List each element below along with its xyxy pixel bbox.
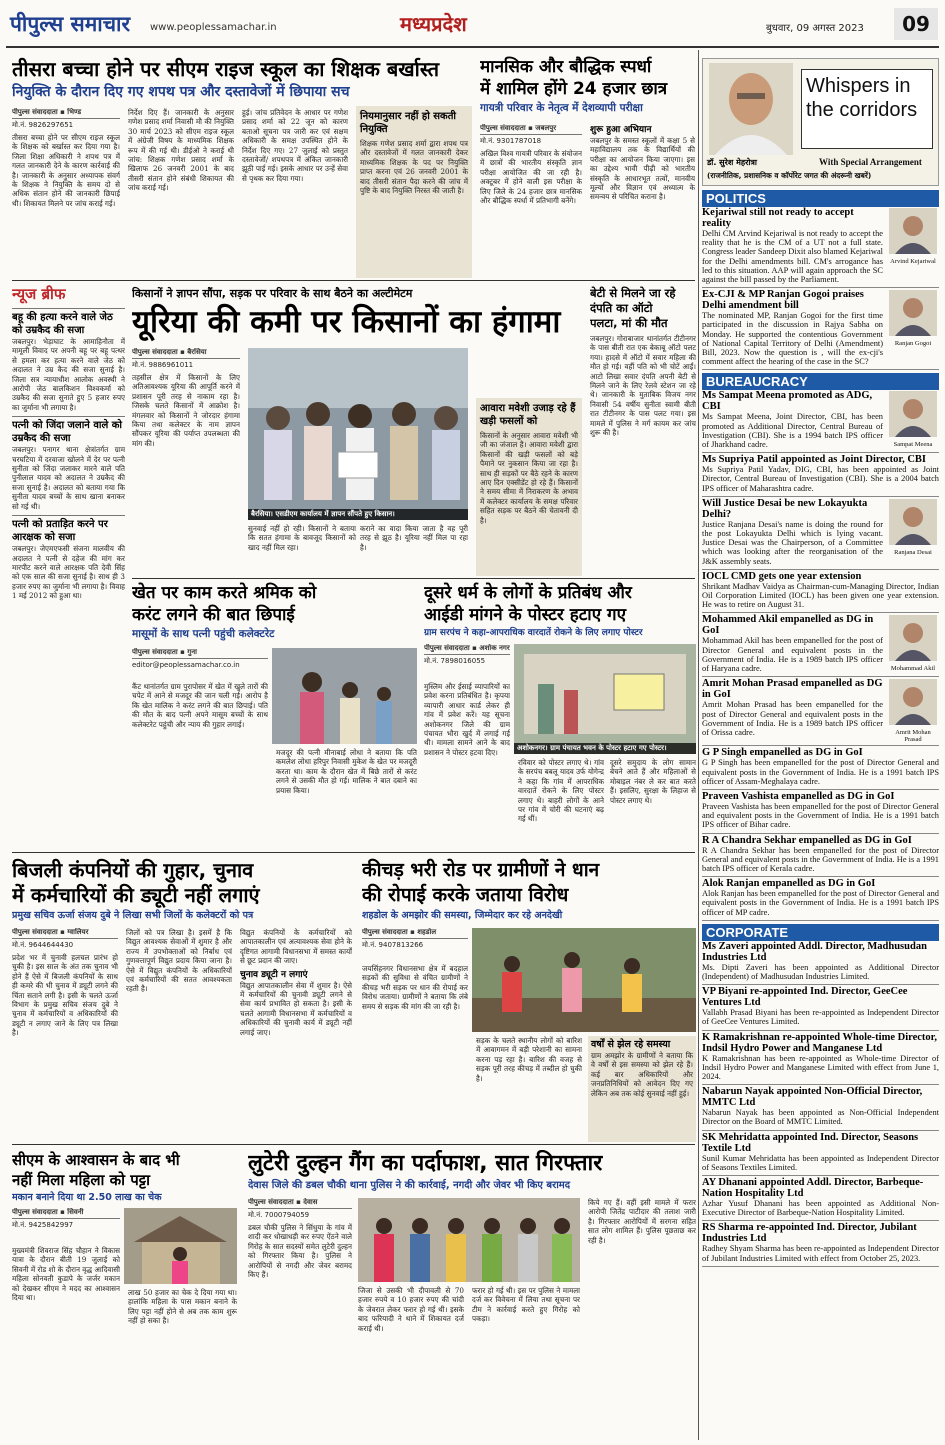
photo-caption: बैरसिया। एसडीएम कार्यालय में ज्ञापन सौंपते हुए किसान। [248, 509, 468, 520]
subheadline: गायत्री परिवार के नेतृत्व में देशव्यापी परीक्षा [480, 102, 643, 114]
corporate-body: K Ramakrishnan has been re-appointed as Whole-time Director of Indsil Hydro Power and Manganese Limited with effect from June 1, 2024. [702, 1053, 939, 1081]
brief-body: जबलपुर। पनागर थाना क्षेत्रांतर्गत ग्राम चरघटिया में दरवाजा खोलने में देर पर पत्नी सुनीता को जिंदा जलाकर मारने वाले पति पुनीलाल यादव को अदालत ने उम्रकैद की सजा सुनाई है। अदालत को बताया गया कि सुनीता यादव बच्चों के साथ खाना बनाकर सो गई थी। [12, 445, 125, 511]
bureaucracy-headline: Ms Sampat Meena promoted as ADG, CBI [702, 390, 873, 413]
body-col-1: अखिल विश्व गायत्री परिवार के संयोजन में छात्रों की भारतीय संस्कृति ज्ञान परीक्षा आयोजित की जा रही है। अक्टूबर में होने वाली इस परीक्षा के लिए जिले के 24 हजार छात्र मानसिक और बौद्धिक स्पर्धा में प्रतिभागी बनेंगे। [480, 149, 582, 206]
farmers-photo [248, 348, 468, 520]
headline-line-2: करंट लगने की बात छिपाई [132, 605, 295, 625]
bureaucracy-body: Alok Ranjan has been empanelled for the post of Director General and equivalent posts in the Government of India. He is a 1991 batch IPS officer of MP cadre. [702, 889, 939, 917]
item-rule [702, 676, 939, 677]
masthead [0, 0, 945, 46]
info-box-title: आवारा मवेशी उजाड़ रहे हैं खड़ी फसलों को [480, 403, 576, 427]
corporate-headline: K Ramakrishnan re-appointed Whole-time Director, Indsil Hydro Power and Manganese Ltd [702, 1031, 937, 1054]
subheadline: शहडोल के अमझोर की समस्या, जिम्मेदार कर रहे अनदेखी [362, 910, 563, 921]
bureaucracy-body: Shrikant Madhav Vaidya as Chairman-cum-Managing Director, Indian Oil Corporation Limited (IOCL) has been given one year extension. He was to retire on August 31. [702, 581, 939, 610]
subheadline: मासूमों के साथ पत्नी पहुंची कलेक्टरेट [132, 628, 275, 640]
politics-headline: Kejariwal still not ready to accept reality [702, 207, 854, 229]
corporate-item [702, 1086, 939, 1131]
article-electricity-duty [12, 858, 352, 1142]
corporate-item [702, 1032, 939, 1087]
bureaucracy-body: Amrit Mohan Prasad has been empanelled for the post of Director General and equivalent posts in the Government of India. He is a 1989 batch IPS officer of Orissa cadre. [702, 700, 883, 737]
headline-line-2: नहीं मिला महिला को पट्टा [12, 1171, 150, 1189]
corporate-headline: RS Sharma re-appointed Ind. Director, Jubilant Industries Ltd [702, 1222, 917, 1245]
bureaucracy-item [702, 390, 939, 454]
corporate-body: Vallabh Prasad Biyani has been re-appointed as Independent Director of GeeCee Ventures Limited. [702, 1008, 939, 1027]
bureaucracy-headline: Amrit Mohan Prasad empanelled as DG in GoI [702, 678, 883, 701]
brief-headline: पत्नी को जिंदा जलाने वाले को उम्रकैद की सजा [12, 416, 125, 445]
body-col-1: डबल चौकी पुलिस ने सिंधुया के गांव में शादी कर धोखाधड़ी कर रुपए ऐंठने वाले गिरोह के सात सदस्यों समेत लुटेरी दुल्हन को गिरफ्तार किया है। पुलिस ने आरोपियों से नगदी और जेवर बरामद किए हैं। [248, 1223, 352, 1280]
article-bride-gang [248, 1150, 696, 1440]
byline: पीपुल्स संवाददाता ▪ ग्वालियर [12, 928, 118, 939]
byline: पीपुल्स संवाददाता ▪ बैरसिया [132, 348, 240, 359]
right-column-rule [698, 50, 699, 1440]
website: www.peoplessamachar.in [150, 22, 277, 33]
headline-line-2: आईडी मांगने के पोस्टर हटाए गए [424, 605, 627, 625]
article-posters-removed [424, 582, 696, 850]
body-col-3b: विद्युत आपातकालीन सेवा में शुमार है। ऐसे में कर्मचारियों की चुनावी ड्यूटी लगने से सेवा कार्य प्रभावित हो सकता है। इसी के चलते आगामी विधानसभा में कर्मचारियों व अधिकारियों की चुनावी कार्य में ड्यूटी नहीं लगाई जाए। [240, 980, 352, 1037]
body-col-1: कैंट थानांतर्गत ग्राम पुरापोसर में खेत में खुले तारों की चपेट में आने से मजदूर की जान चली गई। आरोप है कि खेत मालिक ने करंट लगने की बात छिपाई। पति की मौत के बाद पत्नी अपने मासूम बच्चों के साथ कलेक्टरेट पहुंची और न्याय की गुहार लगाई। [132, 682, 268, 729]
headline-line-1: बिजली कंपनियों की गुहार, चुनाव [12, 858, 254, 882]
portrait-photo [887, 391, 939, 448]
village-photo [514, 644, 696, 754]
headline-line-2: की रोपाई करके जताया विरोध [362, 884, 569, 906]
bureaucracy-headline: Alok Ranjan empanelled as DG in GoI [702, 878, 876, 890]
news-brief [12, 284, 125, 869]
bureaucracy-headline: Ms Supriya Patil appointed as Joint Director, CBI [702, 454, 927, 466]
body-col-2: रविवार को पोस्टर लगाए थे। गांव के सरपंच बबलू यादव उर्फ योगेन्द्र ने कहा कि गांव में आपराधिक वारदातें रोकने के लिए पोस्टर लगाए थे। बाहरी लोगों के आने पर गांव में चोरी की घटनाएं बढ़ गई थीं। [518, 758, 604, 824]
whispers-title: Whispers in the corridors [801, 69, 933, 149]
house-photo [124, 1208, 237, 1284]
date-line: बुधवार, 09 अगस्त 2023 [766, 23, 864, 34]
body-col-1: तहसील क्षेत्र में किसानों के लिए अतिआवश्यक यूरिया की आपूर्ति करने में प्रशासन पूरी तरह से नाकाम रहा है। जिसके चलते किसानों में आक्रोश है। मंगलवार को किसानों ने जोरदार हंगामा किया तथा कलेक्टर के नाम ज्ञापन सौंपकर यूरिया की पर्याप्त उपलब्धता की मांग की। [132, 373, 240, 448]
headline: यूरिया की कमी पर किसानों का हंगामा [132, 304, 561, 340]
item-rule [702, 369, 939, 370]
paddy-protest-photo [472, 928, 696, 1032]
item-rule [702, 569, 939, 570]
body-col-2: जिलों को पत्र लिखा है। इसमें है कि विद्युत आवश्यक सेवाओं में शुमार है और राज्य में उपभोक्ताओं को निर्बाध एवं गुणवत्तापूर्ण विद्युत प्रदाय किया जाना है। ऐसे में विद्युत कंपनियों के अधिकारियों एवं कर्मचारियों की सतत आवश्यकता रहती है। [126, 928, 232, 994]
item-rule [702, 612, 939, 613]
item-rule [702, 833, 939, 834]
tagline: (राजनीतिक, प्रशासनिक व कॉर्पोरेट जगत की अंदरूनी खबरें) [707, 171, 872, 180]
headline-line-1: खेत पर काम करते श्रमिक को [132, 583, 317, 603]
kicker: किसानों ने ज्ञापन सौंपा, सड़क पर परिवार के साथ बैठने का अल्टीमेटम [132, 287, 413, 300]
headline-line-2: दंपति का ऑटो [590, 301, 653, 315]
masthead-rule [6, 46, 939, 48]
subheadline: ग्राम सरपंच ने कहा-आपराधिक वारदातें रोकने के लिए लगाए पोस्टर [424, 628, 643, 638]
item-rule [702, 789, 939, 790]
email: editor@peoplessamachar.co.in [132, 661, 240, 669]
divider-a3 [132, 578, 695, 579]
byline: पीपुल्स संवाददाता ▪ शहडोल [362, 928, 468, 939]
byline: पीपुल्स संवाददाता ▪ जबलपुर [480, 124, 582, 135]
brief-headline: बहू की हत्या करने वाले जेठ को उम्रकैद की सजा [12, 308, 125, 337]
section-subhead: शुरू हुआ अभियान [590, 125, 652, 135]
corporate-item [702, 941, 939, 986]
bureaucracy-body: Praveen Vashista has been empanelled for the post of Director General and equivalent posts in the Government of India. He is a 1991 batch IPS officer of Bihar cadre. [702, 801, 939, 830]
body-col-2: सड़क के चलते स्थानीय लोगों को बारिश में आवागमन में बड़ी परेशानी का सामना करना पड़ रहा है। बारिश की वजह से सड़क पूरी तरह कीचड़ में तब्दील हो चुकी है। [476, 1036, 582, 1083]
columnist-photo [709, 63, 793, 155]
body-col-4: किये गए हैं। वहीं इसी मामले में फरार आरोपी जितेंद्र पाटीदार की तलाश जारी है। गिरफ्तार आरोपियों में सरगना सहित सात लोग शामिल हैं। पुलिस पूछताछ कर रही है। [588, 1198, 696, 1245]
corporate-item [702, 1222, 939, 1267]
headline-line-1: सीएम के आश्वासन के बाद भी [12, 1151, 180, 1169]
article-cm-assurance [12, 1150, 237, 1440]
corporate-header: CORPORATE [702, 924, 939, 941]
body-col-1: प्रदेश भर में चुनावी हलचल प्रारंभ हो चुकी है। इस साल के अंत तक चुनाव भी होने हैं ऐसे में बिजली कंपनियों के साथ ही कमरे की भी चुनाव में ड्यूटी लगने की चिंता सताने लगी है। इसी के चलते ऊर्जा विभाग के प्रमुख सचिव संजय दुबे ने चुनाव में कर्मचारियों व अधिकारियों की ड्यूटी न लगाए जाने के लिए पत्र लिखा है। [12, 953, 118, 1038]
portrait-caption: Ranjana Desai [894, 548, 932, 556]
item-rule [702, 1084, 939, 1085]
page-number: 09 [894, 8, 938, 40]
item-rule [702, 984, 939, 985]
mobile-number: मो.नं. 9826297651 [12, 121, 74, 129]
item-rule [702, 1175, 939, 1176]
info-box [356, 106, 472, 278]
bureaucracy-body: Ms Supriya Patil Yadav, DIG, CBI, has been appointed as Joint Director, Central Bureau of Investigation (CBI). She is a 2004 batch IPS officer of Maharashtra cadre. [702, 465, 939, 493]
article-muddy-road [362, 858, 696, 1142]
section-title: मध्यप्रदेश [400, 12, 467, 36]
body-col-1: मुख्यमंत्री शिवराज सिंह चौहान ने विकास यात्रा के दौरान बीती 19 जुलाई को सिवनी में रोड शो के दौरान वृद्ध आदिवासी महिला सोनवती कुडापे के जर्जर मकान को देखकर सीएम ने मदद का आश्वासन दिया था। [12, 1246, 120, 1303]
bureaucracy-item [702, 791, 939, 835]
info-box [588, 1036, 696, 1142]
politics-header: POLITICS [702, 190, 939, 207]
info-box-title: नियमानुसार नहीं हो सकती नियुक्ति [360, 111, 457, 135]
bureaucracy-body: Mohammad Akil has been empanelled for the post of Director General and equivalent posts in the Government of India. He is a 1989 batch IPS officer of Haryana cadre. [702, 636, 883, 674]
item-rule [702, 452, 939, 453]
bureaucracy-headline: Praveen Vashista empanelled as DG in GoI [702, 790, 895, 802]
arrested-gang-photo [358, 1198, 580, 1282]
mobile-number: मो.नं. 7898016055 [424, 657, 486, 665]
item-rule [702, 1266, 939, 1267]
body: जबलपुर। गोराबाजार थानांतर्गत टीटीनगर के पास बीती रात एक बेकाबू ऑटो पलट गया। हादसे में ऑटो में सवार महिला की मौत हो गई। वहीं पति को भी चोटें आईं। आटो लिखा सवार दंपति अपनी बेटी से मिलने जाने के लिए रेलवे स्टेशन जा रहे थे। जानकारी के मुताबिक विजय नगर निवासी 54 वर्षीय सुनीता स्वामी बीती रात टीटीनगर के पास पलट गया। इस मामले में पुलिस ने मर्ग कायम कर जांच शुरू की है। [590, 334, 696, 438]
item-rule [702, 920, 939, 921]
mobile-number: मो.नं. 9407813266 [362, 941, 424, 949]
bureaucracy-item [702, 878, 939, 922]
brief-title: न्यूज ब्रीफ [12, 285, 66, 303]
item-rule [702, 287, 939, 288]
bureaucracy-header: BUREAUCRACY [702, 373, 939, 390]
portrait-photo [887, 290, 939, 347]
article-auto-accident [590, 286, 696, 576]
headline-line-3: पलटा, मां की मौत [590, 316, 668, 330]
mobile-number: मो.नं. 9425842997 [12, 1221, 74, 1229]
divider-a1 [12, 280, 695, 281]
corporate-headline: AY Dhanani appointed Addl. Director, Barbeque-Nation Hospitality Ltd [702, 1176, 924, 1199]
divider-a5 [12, 852, 695, 853]
headline: लुटेरी दुल्हन गैंग का पर्दाफाश, सात गिरफ्तार [248, 1151, 603, 1176]
corporate-headline: SK Mehridatta appointed Ind. Director, Seasons Textile Ltd [702, 1131, 919, 1154]
politics-headline: Ex-CJI & MP Ranjan Gogoi praises Delhi amendment bill [702, 289, 864, 312]
politics-item [702, 289, 939, 371]
bureaucracy-item [702, 498, 939, 571]
body-col-1: जयसिंहनगर विधानसभा क्षेत्र में बदहाल सड़कों की सुविधा से वंचित ग्रामीणों ने कीचड़ भरी सड़क पर धान की रोपाई कर विरोध जताया। ग्रामीणों ने बताया कि लंबे समय से सड़क की मांग की जा रही है। [362, 964, 468, 1011]
politics-body: The nominated MP, Ranjan Gogoi for the first time participated in the discussion in Rajya Sabha on Monday. He supported the contentious Government of National Capital Territory of Delhi (Amendment) Bill, 2023. Now the question is , will the ex-cji's comment affect the hearing of the case in the SC? [702, 311, 883, 367]
brief-body: जबलपुर। जेएमएफसी संजना मालवीय की अदालत ने पत्नी से दहेज की मांग कर मारपीट करने वाले आरक्षक पति देवी सिंह को एक साल की सजा सुनाई है। साथ ही 3 हजार रुपए का जुर्माना भी लगाया है। विवाह 1 मई 2012 को हुआ था। [12, 544, 125, 601]
bureaucracy-body: G P Singh has been empanelled for the post of Director General and equivalent posts in the Government of India. He is a 1991 batch IPS officer of Assam-Meghalaya cadre. [702, 758, 939, 786]
article-labourer-current [132, 582, 417, 850]
body-col-2: जिजा से उसकी भी दीपावली से 70 हजार रुपये व 10 हजार रुपए की चांदी के जेवरात लेकर फरार हो गई थी। इसके बाद फरियादी ने थाने में शिकायत दर्ज कराई थी। [358, 1286, 464, 1333]
subheadline: देवास जिले की डबल चौकी थाना पुलिस ने की कार्रवाई, नगदी और जेवर भी किए बरामद [248, 1180, 571, 1191]
family-photo [272, 648, 417, 744]
mobile-number: मो.नं. 7000794059 [248, 1211, 310, 1219]
body-col-3: कराने का वादा किया जाता है वह पूरी तरह से झूठ है। यूरिया नहीं मिल पा रहा है। [360, 524, 468, 552]
portrait-caption: Arvind Kejariwal [890, 258, 936, 265]
headline-line-1: मानसिक और बौद्धिक स्पर्धा [480, 57, 652, 77]
corporate-item [702, 1177, 939, 1222]
whispers-header [702, 58, 939, 186]
columnist-name: डॉ. सुरेश मेहरोत्रा [707, 158, 757, 167]
subheadline: मकान बनाने दिया था 2.50 लाख का चेक [12, 1192, 162, 1203]
headline: तीसरा बच्चा होने पर सीएम राइज स्कूल का शिक्षक बर्खास्त [12, 57, 440, 81]
brief-headline: पत्नी को प्रताड़ित करने पर आरक्षक को सजा [12, 515, 125, 544]
bureaucracy-body: R A Chandra Sekhar has been empanelled for the post of Director General and equivalent posts in the Government of India. He is a 1991 batch IPS officer of Kerala cadre. [702, 845, 939, 873]
section-subhead: चुनाव ड्यूटी न लगाएं [240, 969, 308, 980]
item-rule [702, 1030, 939, 1031]
right-column [702, 190, 939, 1440]
masthead-logo: पीपुल्स समाचार [10, 12, 131, 36]
info-box [476, 398, 582, 576]
portrait-photo [887, 615, 939, 672]
info-box-text: शिक्षक गणेश प्रसाद शर्मा द्वारा शपथ पत्र और दस्तावेजों में गलत जानकारी देकर माध्यमिक शिक्षक के पद पर नियुक्ति प्राप्त करना एवं 26 जनवरी 2001 के बाद तीसरी संतान पैदा करने की जांच में पुष्टि के बाद नियुक्ति निरस्त की जाती है। [360, 139, 468, 196]
headline-line-1: बेटी से मिलने जा रहे [590, 286, 676, 300]
bureaucracy-body: Justice Ranjana Desai's name is doing the round for the post Lokayukta Delhi which is lying vacant. Justice Desai was the Chairperson, of a Committee which was looking after the reorganisation of the J&K assembly seats. [702, 519, 883, 566]
body-col-2: निर्देश दिए हैं। जानकारी के अनुसार गणेश प्रसाद शर्मा निवासी मौ की नियुक्ति 30 मार्च 2023 को सीएम राइज स्कूल में अंग्रेजी विषय के माध्यमिक शिक्षक रूप में की गई थी। डीईओ ने कराई थी जांच: शिक्षक गणेश प्रसाद शर्मा के खिलाफ 26 जनवरी 2001 के बाद तीसरी संतान होने संबंधी शिकायत की जांच कराई गई। [128, 108, 234, 193]
portrait-photo [887, 208, 939, 265]
portrait-caption: Ranjan Gogoi [894, 340, 932, 348]
info-box-text: ग्राम अमझोर के ग्रामीणों ने बताया कि वे वर्षों से इस समस्या को झेल रहे हैं। कई बार अधिकारियों और जनप्रतिनिधियों को आवेदन दिए गए लेकिन अब तक कोई सुनवाई नहीं हुई। [591, 1051, 693, 1098]
bureaucracy-item [702, 747, 939, 791]
bureaucracy-item [702, 571, 939, 615]
headline-line-1: दूसरे धर्म के लोगों के प्रतिबंध और [424, 583, 632, 603]
byline: पीपुल्स संवाददाता ▪ भिण्ड [12, 108, 120, 119]
bureaucracy-headline: Mohammed Akil empanelled as DG in GoI [702, 614, 874, 637]
bureaucracy-body: Ms Sampat Meena, Joint Director, CBI, has been promoted as Additional Director, Central Bureau of Investigation (CBI). She is a 1994 batch IPS officer of Jharkhand cadre. [702, 412, 883, 450]
byline: पीपुल्स संवाददाता ▪ गुना [132, 648, 268, 659]
politics-item [702, 207, 939, 289]
item-rule [702, 496, 939, 497]
item-rule [702, 1220, 939, 1221]
divider-a7 [12, 1144, 695, 1145]
corporate-body: Ms. Dipti Zaveri has been appointed as Additional Director (Independent) of Madhusudan Industries Limited. [702, 962, 939, 981]
subheadline: प्रमुख सचिव ऊर्जा संजय दुबे ने लिखा सभी जिलों के कलेक्टरों को पत्र [12, 910, 254, 921]
body-col-3: फरार हो गई थी। इस पर पुलिस ने मामला दर्ज कर विवेचना में लिया तथा सूचना पर टीम ने कार्रवाई करते हुए गिरोह को पकड़ा। [472, 1286, 580, 1324]
photo-caption: अशोकनगर। ग्राम पंचायत भवन के पोस्टर हटाए गए पोस्टर। [514, 743, 696, 754]
arrangement: With Special Arrangement [819, 157, 922, 167]
body-col-3: दूसरे समुदाय के लोग सामान बेचने आते हैं और महिलाओं से मोबाइल नंबर ले कर बात करते हैं। इसलिए, सुरक्षा के लिहाज से पोस्टर लगाए थे। [610, 758, 696, 805]
body-col-2: लाख 50 हजार का चेक दे दिया गया था। हालांकि महिला के पास मकान बनाने के लिए पट्टा नहीं होने से अब तक काम शुरू नहीं हो सका है। [128, 1288, 237, 1326]
bureaucracy-item [702, 835, 939, 879]
byline: पीपुल्स संवाददाता ▪ सिवनी [12, 1208, 120, 1219]
headline-line-1: कीचड़ भरी रोड पर ग्रामीणों ने धान [362, 859, 600, 881]
bureaucracy-item [702, 678, 939, 747]
corporate-item [702, 986, 939, 1031]
mobile-number: मो.नं. 9644644430 [12, 941, 74, 949]
corporate-headline: Ms Zaveri appointed Addl. Director, Madhusudan Industries Ltd [702, 940, 927, 963]
item-rule [702, 1130, 939, 1131]
subheadline: नियुक्ति के दौरान दिए गए शपथ पत्र और दस्तावेजों में छिपाया सच [12, 84, 350, 100]
corporate-item [702, 1132, 939, 1177]
body-col-2: मजदूर की पत्नी मीनाबाई लोधा ने बताया कि पति कमलेश लोधा हरिपुर निवासी मुकेश के खेत पर मजदूरी करता था। काम के दौरान खेत में बिछे तारों से करंट लगने से उसकी मौत हो गई। मालिक ने बात दबाने का प्रयास किया। [276, 748, 417, 795]
politics-body: Delhi CM Arvind Kejariwal is not ready to accept the reality that he is the CM of a UT not a full state. Congress leader Sandeep Dixit also blamed Kejariwal for the Delhi amendments bill. CM's arrogance has led to this situation. AAP will again approach the SC against the bill passed by the Parliament. [702, 229, 883, 285]
corporate-body: Radhey Shyam Sharma has been re-appointed as Independent Director of Jubilant Industries Limited with effect from October 25, 2023. [702, 1244, 939, 1263]
mobile-number: मो.नं. 9886961011 [132, 361, 194, 369]
portrait-photo [887, 499, 939, 556]
bureaucracy-headline: Will Justice Desai be new Lokayukta Delhi? [702, 497, 868, 520]
body-col-3: हुई। जांच प्रतिवेदन के आधार पर गणेश प्रसाद शर्मा को 22 जून को कारण बताओ सूचना पत्र जारी कर एवं सक्षम अधिकारी के समक्ष उपस्थित होने के निर्देश दिए गए। 27 जुलाई को प्रस्तुत दस्तावेजों/ शपथपत्र में अंकित जानकारी झूठी पाई गई। इसके आधार पर उन्हें सेवा से पृथक कर दिया गया। [242, 108, 348, 183]
item-rule [702, 745, 939, 746]
brief-body: जबलपुर। भेड़ाघाट के आमाहिनौता में मामूली विवाद पर अपनी बहू पर बहू पत्थर से हमला कर हत्या करने वाले जेठ को अदालत ने उम्र कैद की सजा सुनाई है। जिला सत्र न्यायाधीश आलोक अवस्थी ने आरोपी जेठ बालकिशन विश्वकर्मा को उम्रकैद की सजा सुनाते हुए 5 हजार रुपए का जुर्माना भी लगाया है। [12, 337, 125, 412]
corporate-body: Nabarun Nayak has been appointed as Non-Official Independent Director on the Board of MMTC Limited. [702, 1108, 939, 1127]
bureaucracy-item [702, 454, 939, 498]
article-gayatri-exam [480, 56, 695, 278]
info-box-text: किसानों के अनुसार आवारा मवेशी भी जी का जंजाल है। आवारा मवेशी द्वारा किसानों की खड़ी फसलों को बड़े पैमाने पर नुकसान किया जा रहा है। साथ ही सड़कों पर बैठे रहने के कारण आए दिन एक्सीडेंट हो रहे हैं। किसानों ने समय सीमा में निराकरण के अभाव में कलेक्टर कार्यालय के समक्ष परिवार सहित सड़क पर बैठने की चेतावनी दी है। [480, 431, 578, 525]
corporate-headline: Nabarun Nayak appointed Non-Official Director, MMTC Ltd [702, 1086, 923, 1109]
portrait-caption: Sampat Meena [893, 441, 933, 449]
byline: पीपुल्स संवाददाता ▪ अशोक नगर [424, 644, 510, 655]
bureaucracy-headline: R A Chandra Sekhar empanelled as DG in GoI [702, 834, 912, 846]
byline: पीपुल्स संवाददाता ▪ देवास [248, 1198, 352, 1209]
article-teacher-dismissed [12, 56, 472, 278]
bureaucracy-headline: G P Singh empanelled as DG in GoI [702, 747, 863, 759]
corporate-body: Sunil Kumar Mehridatta has been appointed as Independent Director of Seasons Textiles Limited. [702, 1153, 939, 1172]
article-urea-shortage [132, 286, 582, 576]
mobile-number: मो.नं. 9301787018 [480, 137, 542, 145]
body-col-2: सुनवाई नहीं हो रही। किसानों ने बताया कि सतत हंगामा के बावजूद किसानों को खाद नहीं मिल रहा। [248, 524, 356, 552]
body-col-1: तीसरा बच्चा होने पर सीएम राइज स्कूल के शिक्षक को बर्खास्त कर दिया गया है। जिला शिक्षा अधिकारी ने शपथ पत्र में गलत जानकारी देने के कारण कार्रवाई की है। जानकारी के अनुसार अध्यापक संवर्ग के शिक्षक ने नियुक्ति के समय दो से अधिक संतान होने की जानकारी छिपाई थी। शिकायत मिलने पर जांच कराई गई। [12, 133, 120, 208]
headline-line-2: में कर्मचारियों की ड्यूटी नहीं लगाएं [12, 883, 260, 907]
body-col-1: मुस्लिम और ईसाई व्यापारियों का प्रवेश करना प्रतिबंधित है। कृपया व्यापारी आधार कार्ड लेकर ही गांव में प्रवेश करें। यह सूचना अशोकनगर जिले की ग्राम पंचायत भौरा खुर्द में लगाई गई थी। मामला सामने आने के बाद प्रशासन ने पोस्टर हटवा दिए। [424, 682, 510, 757]
portrait-photo [887, 679, 939, 743]
portrait-caption: Mohammad Akil [890, 665, 936, 673]
body-col-3: विद्युत कंपनियों के कर्मचारियों को आपातकालीन एवं अत्यावश्यक सेवा होने के दृष्टिगत आगामी विधानसभा में समस्त कार्यों से छूट प्रदान की जाए। [240, 928, 352, 966]
info-box-title: वर्षों से झेल रहे समस्या [591, 1039, 671, 1050]
bureaucracy-item [702, 614, 939, 678]
corporate-headline: VP Biyani re-appointed Ind. Director, GeeCee Ventures Ltd [702, 986, 908, 1009]
body-col-2: जबलपुर के समस्त स्कूलों में कक्षा 5 से महाविद्यालय तक के विद्यार्थियों की परीक्षा का आयोजन किया जाएगा। इस का उद्देश्य भावी पीढ़ी को भारतीय संस्कृति के आधारभूत तत्वों, मानवीय मूल्यों और विज्ञान एवं अध्यात्म के समन्वय से परिचित कराना है। [590, 136, 695, 202]
bureaucracy-headline: IOCL CMD gets one year extension [702, 570, 862, 582]
item-rule [702, 876, 939, 877]
corporate-body: Azhar Yusuf Dhanani has been appointed as Additional Non-Executive Director of Barbeque-Nation Hospitality Limited. [702, 1198, 939, 1218]
portrait-caption: Amrit Mohan Prasad [895, 729, 931, 744]
headline-line-2: में शामिल होंगे 24 हजार छात्र [480, 79, 668, 99]
